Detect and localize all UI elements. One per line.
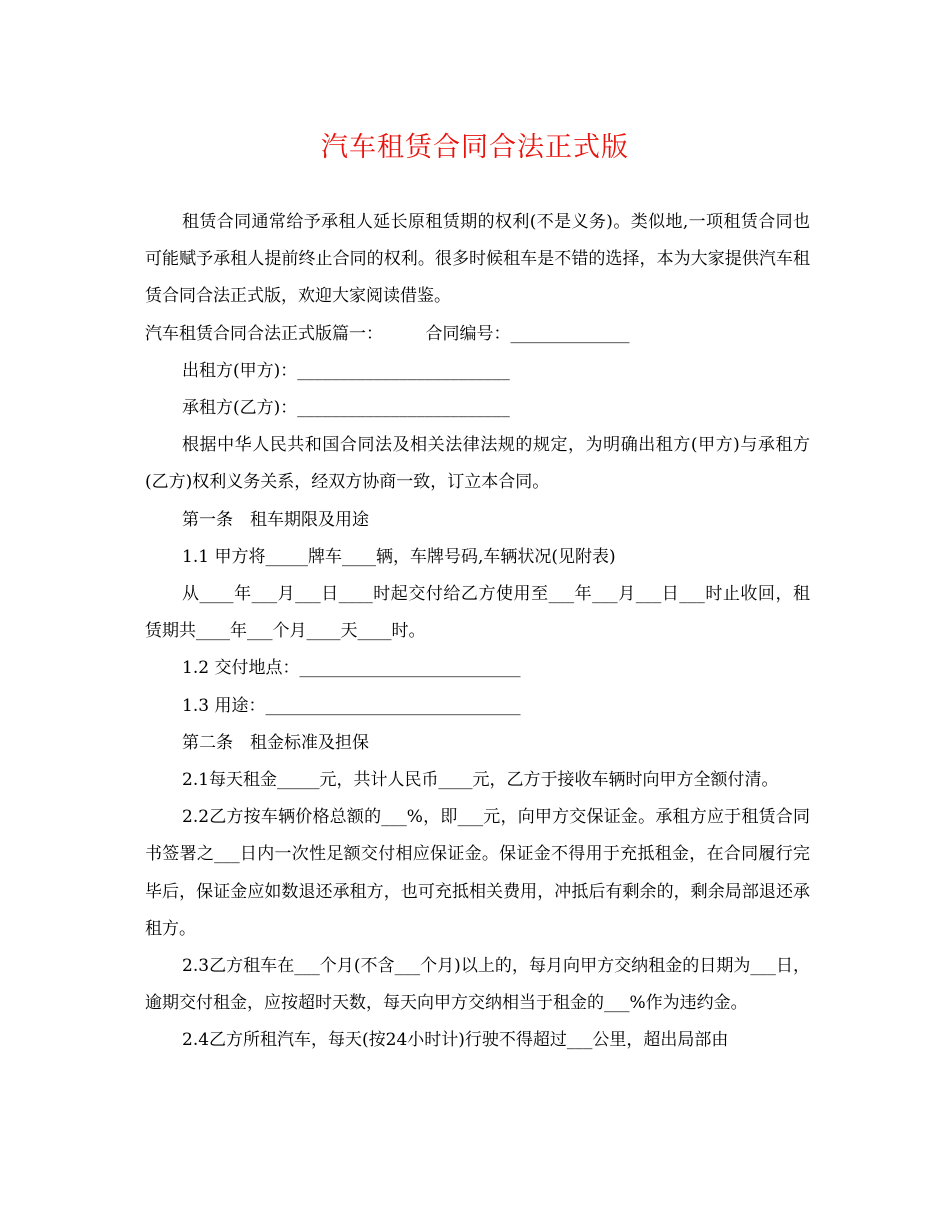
article-1-heading: 第一条 租车期限及用途	[182, 509, 369, 530]
preamble-paragraph: 根据中华人民共和国合同法及相关法律法规的规定，为明确出租方(甲方)与承租方(乙方)权利义务关系，经双方协商一致，订立本合同。	[145, 435, 810, 493]
clause-2-1: 2.1每天租金_____元，共计人民币____元，乙方于接收车辆时向甲方全额付清。	[182, 770, 779, 791]
clause-1-3: 1.3 用途：______________________________	[182, 695, 521, 716]
clause-2-2: 2.2乙方按车辆价格总额的___%，即___元，向甲方交保证金。承租方应于租赁合同书签署之___日内一次性足额交付相应保证金。保证金不得用于充抵租金，在合同履行完毕后，保证金应如数退还承租方，也可充抵相关费用，冲抵后有剩余的，剩余局部退还承租方。	[145, 807, 810, 939]
clause-1-2: 1.2 交付地点：__________________________	[182, 658, 521, 679]
clause-2-3: 2.3乙方租车在___个月(不含___个月)以上的，每月向甲方交纳租金的日期为___日，逾期交付租金，应按超时天数，每天向甲方交纳相当于租金的___%作为违约金。	[145, 956, 810, 1014]
document-title: 汽车租赁合同合法正式版	[321, 132, 629, 163]
contract-heading-line: 汽车租赁合同合法正式版篇一： 合同编号：______________	[145, 323, 630, 344]
lessor-line: 出租方(甲方)：_________________________	[182, 360, 510, 381]
clause-1-1: 1.1 甲方将_____牌车____辆，车牌号码,车辆状况(见附表)	[182, 546, 616, 567]
document-body	[145, 204, 810, 1060]
lease-period-paragraph: 从____年___月___日____时起交付给乙方使用至___年___月___日___时止收回，租赁期共____年___个月____天____时。	[145, 584, 810, 642]
lessee-line: 承租方(乙方)：_________________________	[182, 398, 510, 419]
intro-paragraph: 租赁合同通常给予承租人延长原租赁期的权利(不是义务)。类似地,一项租赁合同也可能赋予承租人提前终止合同的权利。很多时候租车是不错的选择，本为大家提供汽车租赁合同合法正式版，欢迎大家阅读借鉴。	[145, 212, 810, 307]
clause-2-4: 2.4乙方所租汽车，每天(按24小时计)行驶不得超过___公里，超出局部由	[182, 1030, 729, 1051]
article-2-heading: 第二条 租金标准及担保	[182, 732, 369, 753]
